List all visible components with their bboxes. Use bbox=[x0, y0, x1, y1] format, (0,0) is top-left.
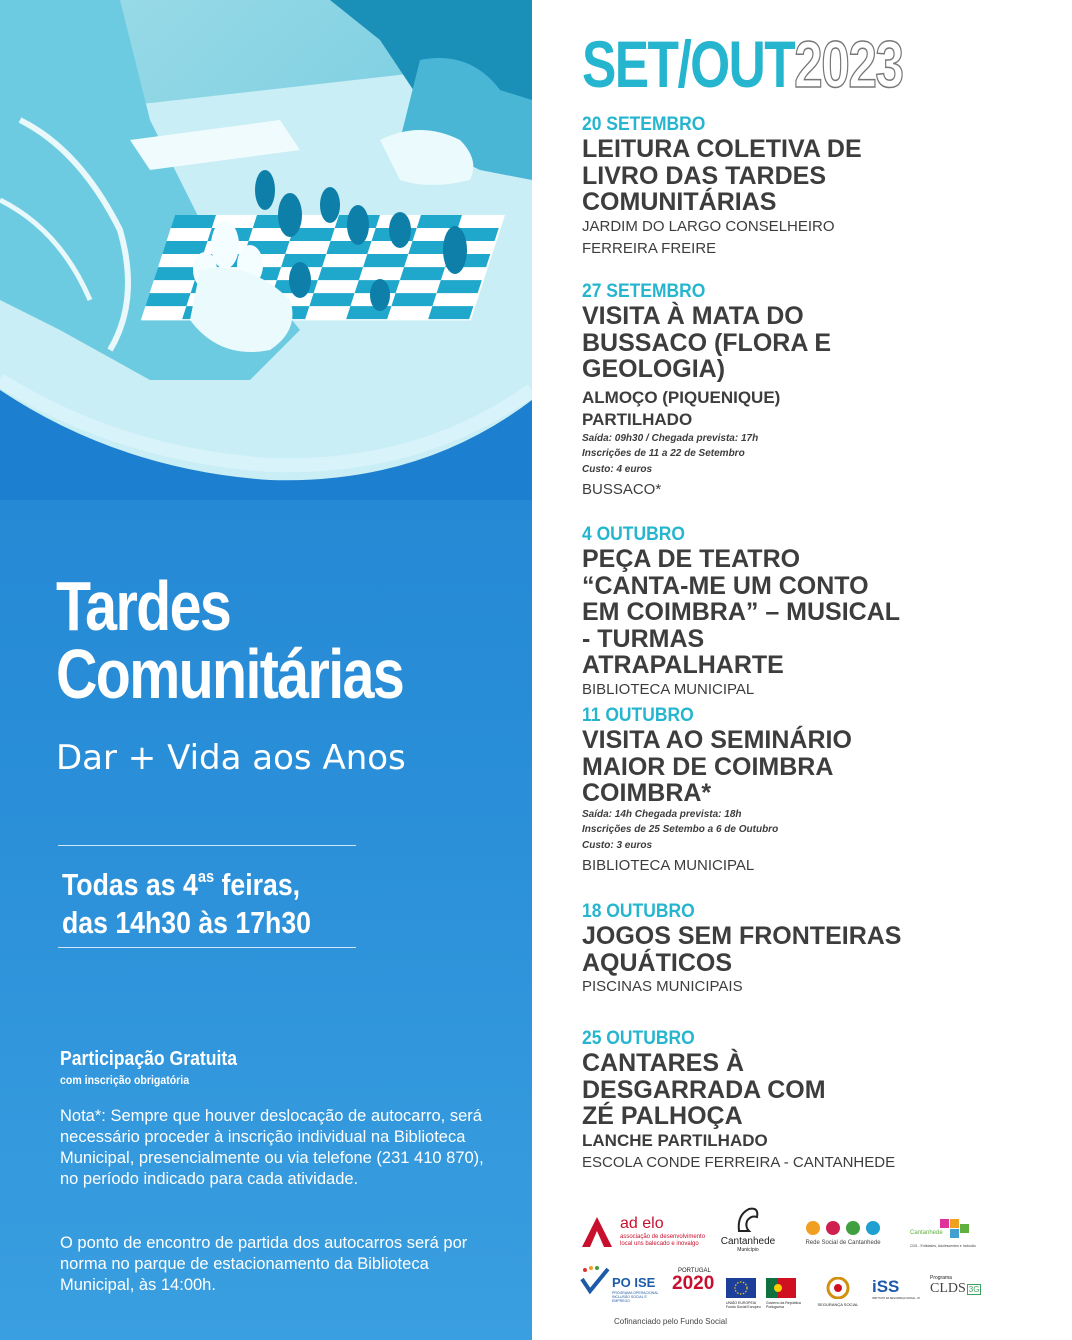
gov-label: Governo da República Portuguesa bbox=[766, 1301, 801, 1309]
event-title: LEITURA COLETIVA DE LIVRO DAS TARDES COMUNITÁRIAS bbox=[582, 135, 862, 216]
eu-flag-logo bbox=[726, 1278, 762, 1309]
cantanhede-logo bbox=[718, 1205, 778, 1253]
event-place: BIBLIOTECA MUNICIPAL bbox=[582, 680, 755, 698]
clds-programa: Programa bbox=[930, 1275, 952, 1281]
event-item bbox=[582, 281, 1002, 501]
adelo-icon bbox=[580, 1215, 614, 1249]
event-detail: Saída: 14h Chegada prevista: 18h bbox=[582, 808, 742, 820]
divider-top bbox=[58, 845, 356, 846]
eu-flag-icon bbox=[726, 1278, 756, 1298]
seguranca-social-label: SEGURANÇA SOCIAL bbox=[817, 1302, 859, 1307]
pt-flag-icon bbox=[766, 1278, 796, 1298]
event-extra: LANCHE PARTILHADO bbox=[582, 1130, 768, 1150]
event-place: PISCINAS MUNICIPAIS bbox=[582, 978, 743, 995]
rede-social-name: Rede Social de Cantanhede bbox=[805, 1240, 881, 1246]
seguranca-social-icon bbox=[824, 1277, 852, 1299]
event-item bbox=[582, 705, 1002, 877]
event-date: 27 SETEMBRO bbox=[582, 281, 706, 302]
iss-name: iSS bbox=[872, 1277, 900, 1296]
event-item bbox=[582, 1028, 1002, 1174]
hero-subtitle: Dar + Vida aos Anos bbox=[56, 738, 406, 778]
left-panel bbox=[0, 0, 532, 1340]
event-title: JOGOS SEM FRONTEIRAS AQUÁTICOS bbox=[582, 922, 902, 977]
cofinanciado-label: Cofinanciado pelo Fundo Social bbox=[614, 1317, 727, 1326]
event-title: CANTARES À DESGARRADA COM ZÉ PALHOÇA bbox=[582, 1049, 826, 1130]
schedule-line1-suffix: feiras, bbox=[214, 867, 301, 902]
eu-label: UNIÃO EUROPEIA bbox=[726, 1301, 757, 1305]
event-item bbox=[582, 901, 1002, 998]
gov-pt-logo bbox=[766, 1278, 806, 1309]
clds-cantanhede-name: Cantanhede bbox=[910, 1230, 943, 1236]
event-title: PEÇA DE TEATRO “CANTA-ME UM CONTO EM COIMBRA” – MUSICAL - TURMAS ATRAPALHARTE bbox=[582, 545, 900, 679]
event-place: JARDIM DO LARGO CONSELHEIRO bbox=[582, 217, 835, 235]
event-title: VISITA À MATA DO BUSSACO (FLORA E GEOLOGIA) bbox=[582, 302, 832, 383]
clds-cantanhede-sub: CDS - Entidades, Adolescentes e Inclusão bbox=[910, 1244, 976, 1248]
chess-photo bbox=[0, 0, 532, 500]
flowers-icon bbox=[803, 1219, 883, 1237]
cantanhede-name: Cantanhede bbox=[720, 1236, 776, 1247]
event-extra: ALMOÇO (PIQUENIQUE) PARTILHADO bbox=[582, 387, 781, 429]
schedule bbox=[62, 858, 311, 942]
sponsor-logos bbox=[580, 1205, 990, 1335]
event-place: BUSSACO* bbox=[582, 481, 662, 498]
event-date: 18 OUTUBRO bbox=[582, 901, 695, 922]
event-item bbox=[582, 524, 1002, 701]
adelo-name: ad elo bbox=[620, 1215, 664, 1232]
event-title: VISITA AO SEMINÁRIO MAIOR DE COIMBRA COIMBRA* bbox=[582, 726, 852, 807]
event-date: 25 OUTUBRO bbox=[582, 1028, 695, 1049]
hero-title-line2: Comunitárias bbox=[56, 635, 404, 713]
event-detail: Custo: 3 euros bbox=[582, 839, 653, 851]
schedule-line2: das 14h30 às 17h30 bbox=[62, 905, 312, 940]
header-months: SET/OUT bbox=[582, 27, 795, 101]
clds-cantanhede-logo bbox=[910, 1219, 980, 1248]
adelo-tagline: local uns balecado e inovalgo bbox=[620, 1241, 699, 1247]
event-place: BIBLIOTECA MUNICIPAL bbox=[582, 857, 755, 874]
portugal-label: PORTUGAL bbox=[678, 1268, 711, 1274]
free-participation-title: Participação Gratuita bbox=[60, 1048, 238, 1070]
meeting-point-text: O ponto de encontro de partida dos autocarros será por norma no parque de estacionamento da Biblioteca Municipal, às 14:00h. bbox=[60, 1234, 468, 1294]
hero-title bbox=[56, 567, 404, 713]
event-detail: Custo: 4 euros bbox=[582, 463, 653, 475]
header-year: 2023 bbox=[794, 27, 903, 101]
schedule-line1-prefix: Todas as 4 bbox=[62, 867, 198, 902]
poise-check-icon bbox=[580, 1265, 610, 1295]
event-detail: Inscrições de 11 a 22 de Setembro bbox=[582, 448, 745, 459]
seguranca-social-logo bbox=[816, 1277, 860, 1307]
schedule-line1-sup: as bbox=[197, 867, 215, 886]
event-detail: Inscrições de 25 Setembo a 6 de Outubro bbox=[582, 824, 779, 835]
free-participation-subtitle: com inscrição obrigatória bbox=[60, 1073, 190, 1087]
adelo-logo bbox=[580, 1215, 710, 1252]
clds-name: CLDS bbox=[930, 1281, 966, 1296]
schedule-line1 bbox=[62, 858, 311, 904]
adelo-tagline: associação de desenvolvimento bbox=[620, 1234, 706, 1240]
iss-logo bbox=[872, 1277, 922, 1300]
event-item bbox=[582, 114, 1002, 260]
event-date: 4 OUTUBRO bbox=[582, 524, 685, 545]
note-text: Nota*: Sempre que houver deslocação de autocarro, será necessário proceder à inscrição individual na Biblioteca Municipal, presencialmente ou via telefone (231 410 870), no período indicado para cada atividade. bbox=[60, 1107, 484, 1188]
event-date: 11 OUTUBRO bbox=[582, 705, 694, 726]
clds-3g: 3G bbox=[968, 1285, 980, 1294]
hero-title-line1: Tardes bbox=[56, 567, 231, 645]
event-date: 20 SETEMBRO bbox=[582, 114, 706, 135]
right-column bbox=[532, 0, 1072, 1340]
iss-sub: INSTITUTO DA SEGURANÇA SOCIAL, I.P. bbox=[872, 1297, 921, 1300]
poise-name: PO ISE bbox=[612, 1275, 656, 1290]
poise-logo bbox=[580, 1265, 730, 1303]
eu-sub: Fundo Social Europeu bbox=[726, 1305, 761, 1309]
event-place: ESCOLA CONDE FERREIRA - CANTANHEDE bbox=[582, 1153, 896, 1171]
cantanhede-sub: Município bbox=[737, 1247, 759, 1253]
rede-social-logo bbox=[798, 1219, 888, 1246]
clds-logo bbox=[930, 1275, 990, 1297]
event-place: FERREIRA FREIRE bbox=[582, 239, 717, 257]
event-detail: Saída: 09h30 / Chegada prevista: 17h bbox=[582, 432, 759, 444]
divider-bottom bbox=[58, 947, 356, 948]
cantanhede-crest-icon bbox=[731, 1205, 765, 1233]
poise-sub: PROGRAMA OPERACIONAL INCLUSÃO SOCIAL E EMPREGO bbox=[612, 1291, 659, 1303]
date-header bbox=[582, 26, 902, 102]
p2020-label: 2020 bbox=[672, 1273, 715, 1294]
